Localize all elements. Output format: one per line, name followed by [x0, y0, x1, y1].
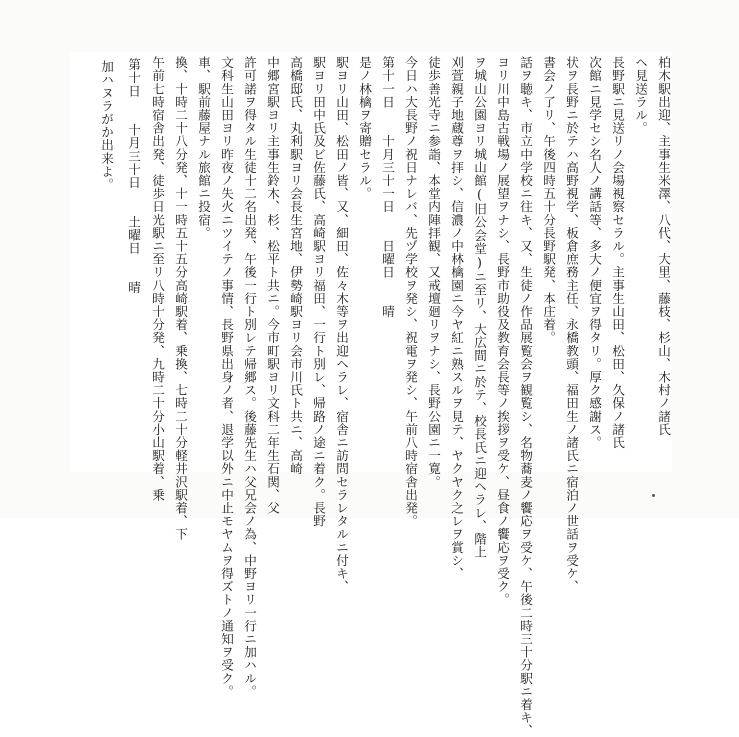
- manuscript-column: 許可諾ヲ得タル生徒十二名出発、午後一行ト別レテ帰郷ス。後藤先生ハ父兄会ノ為、中野ヨリ一行ニ加ハル。: [242, 56, 257, 698]
- manuscript-column: 換、十時二十八分発、十一時五十五分高崎駅着、乗換、七時二十分軽井沢駅着、下: [173, 56, 188, 541]
- manuscript-column: 長野駅ニ見送リノ会場視察セラル。主事生山田、松田、久保ノ諸氏: [610, 56, 625, 449]
- manuscript-column: 話ヲ聴キ、市立中学校ニ往キ、又、生徒ノ作品展覧会ヲ観覧シ、名物蕎麦ノ饗応ヲ受ケ、午後二時三十分駅ニ着キ、: [518, 56, 533, 737]
- manuscript-column: 駅ヨリ山田、松田ノ皆、又、細田、佐々木等ヲ出迎ヘラレ、宿舎ニ訪問セラレタルニ付キ、: [334, 56, 349, 594]
- manuscript-column: 駅ヨリ田中氏及ビ佐藤氏、高崎駅ヨリ福田、一行ト別レ、帰路ノ途ニ着ク。長野: [311, 56, 326, 528]
- manuscript-column: 中郷宮駅ヨリ主事生鈴木、杉、松平ト共ニ。今市町駅ヨリ文科二年生石関、父: [265, 56, 280, 515]
- manuscript-column: 柏木駅出迎、主事生米澤、八代、大里、藤枝、杉山、木村ノ諸氏: [656, 56, 671, 436]
- manuscript-column: 高橋邸氏、丸利駅ヨリ会長生宮地、伊勢崎駅ヨリ会市川氏ト共ニ、高崎: [288, 56, 303, 476]
- manuscript-column: 今日ハ大長野ノ祝日ナレバ、先ヅ学校ヲ発シ、祝電ヲ発シ、午前八時宿舎出発。: [403, 56, 418, 528]
- manuscript-column: 徒歩善光寺ニ参詣、本堂内陣拝観、又戒壇廻リヲナシ、長野公園ニ一寛。: [426, 56, 441, 489]
- manuscript-column: ヨリ川中島古戦場ノ展望ヲナシ、長野市助役及教育会長等ノ挨拶ヲ受ケ、昼食ノ饗応ヲ受ク。: [495, 56, 510, 607]
- manuscript-column: 第十一日 十月三十一日 日曜日 晴: [380, 56, 395, 318]
- manuscript-column: 午前七時宿舎出発、徒歩日光駅ニ至リ八時十分発、九時二十分小山駅着、乗: [150, 56, 165, 502]
- manuscript-column: 次館ニ見学セシ名人ノ講話等、多大ノ便宜ヲ得タリ。厚ク感謝ス。: [587, 56, 602, 449]
- manuscript-column: ヲ城山公園ヨリ城山館(旧公会堂)ニ至リ、大広間ニ於テ、校長氏ニ迎ヘラレ、階上: [472, 56, 487, 559]
- manuscript-column: ヘ見送ラル。: [633, 56, 648, 135]
- manuscript-column: 是ノ林檎ヲ寄贈セラル。: [357, 56, 372, 201]
- ink-speck: [652, 494, 655, 497]
- manuscript-sheet: [70, 52, 672, 737]
- manuscript-column: 刈萱親子地蔵尊ヲ拝シ、信濃ノ中林檎園ニ今ヤ紅ニ熟スルヲ見テ、ヤクヤク之レヲ賞シ、: [449, 56, 464, 580]
- manuscript-column: 第十日 十月三十日 土曜日 晴: [126, 58, 141, 294]
- manuscript-column: 車、駅前藤屋ナル旅館ニ投宿。: [196, 56, 211, 240]
- manuscript-column: 状ヲ長野ニ於テハ高野視学、板倉庶務主任、永橋教頭、福田生ノ諸氏ニ宿泊ノ世話ヲ受ケ、: [564, 56, 579, 594]
- manuscript-column: 加ハヌラがか出来よ。: [99, 60, 114, 191]
- manuscript-column: 書会ノ了リ、午後四時五十分長野駅発、本庄着。: [541, 56, 556, 345]
- manuscript-column: 文科生山田ヨリ昨夜ノ失火ニツイテノ事情、長野県出身ノ者、退学以外ニ中止モヤムヲ得ズトノ通知ヲ受ク。: [219, 56, 234, 698]
